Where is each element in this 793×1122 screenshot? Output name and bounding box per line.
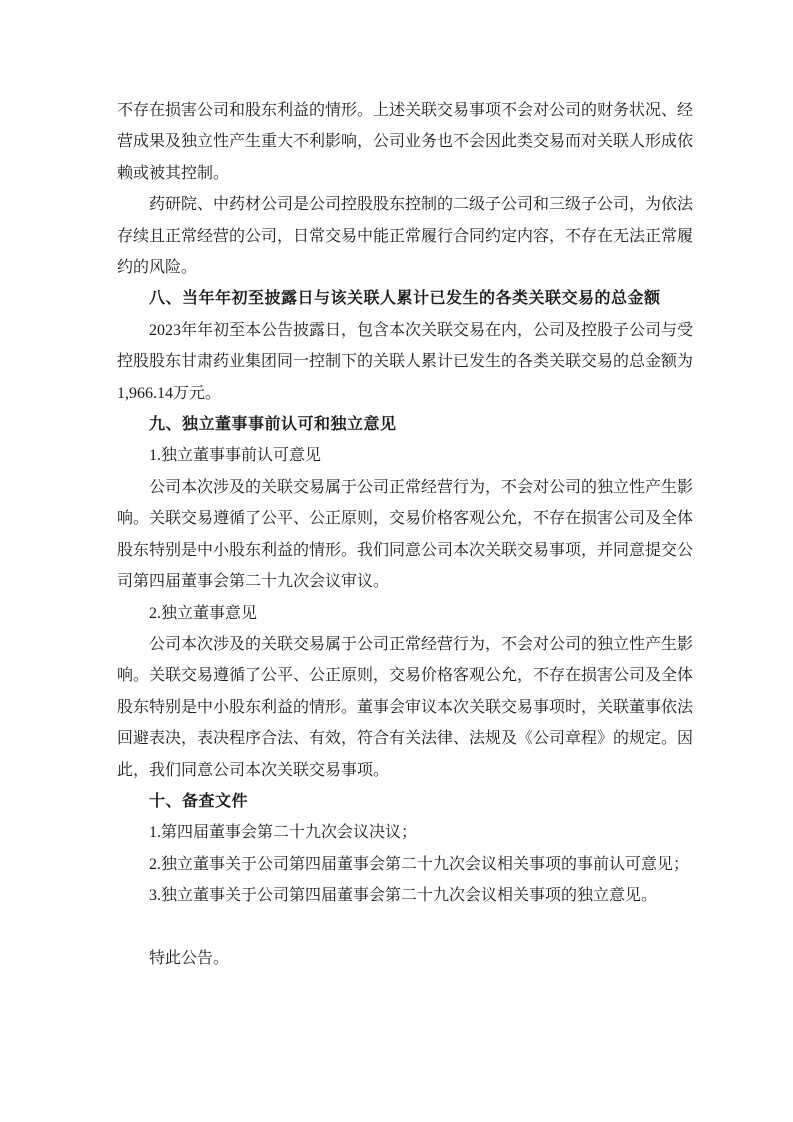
list-item-prior-approval-document: 2.独立董事关于公司第四届董事会第二十九次会议相关事项的事前认可意见； [149, 855, 690, 873]
paragraph-independent-opinion: 公司本次涉及的关联交易属于公司正常经营行为，不会对公司的独立性产生影响。关联交易遵循了公平、公正原则，交易价格客观公允，不存在损害公司及全体股东特别是中小股东利益的情形。董事会审议本次关联交易事项时，关联董事依法回避表决，表决程序合法、有效，符合有关法律、法规及《公司章程》的规定。因此，我们同意公司本次关联交易事项。 [117, 635, 694, 779]
closing-announcement: 特此公告。 [149, 949, 230, 967]
heading-section-8: 八、当年年初至披露日与该关联人累计已发生的各类关联交易的总金额 [149, 290, 661, 308]
heading-section-9: 九、独立董事事前认可和独立意见 [149, 416, 397, 434]
paragraph-counterparty-status: 药研院、中药材公司是公司控股股东控制的二级子公司和三级子公司，为依法存续且正常经营的公司，日常交易中能正常履行合同约定内容，不存在无法正常履约的风险。 [117, 196, 694, 277]
paragraph-ytd-transaction-amount: 2023年年初至本公告披露日，包含本次关联交易在内，公司及控股子公司与受控股股东甘肃药业集团同一控制下的关联人累计已发生的各类关联交易的总金额为1,966.14万元。 [117, 321, 694, 402]
list-item-independent-opinion-document: 3.独立董事关于公司第四届董事会第二十九次会议相关事项的独立意见。 [149, 887, 658, 905]
list-item-board-resolution: 1.第四届董事会第二十九次会议决议； [149, 824, 418, 842]
heading-section-10: 十、备查文件 [149, 792, 249, 810]
paragraph-risk-continuation: 不存在损害公司和股东利益的情形。上述关联交易事项不会对公司的财务状况、经营成果及独立性产生重大不利影响，公司业务也不会因此类交易而对关联人形成依赖或被其控制。 [117, 102, 694, 182]
paragraph-prior-approval-opinion: 公司本次涉及的关联交易属于公司正常经营行为，不会对公司的独立性产生影响。关联交易遵循了公平、公正原则，交易价格客观公允，不存在损害公司及全体股东特别是中小股东利益的情形。我们同意公司本次关联交易事项，并同意提交公司第四届董事会第二十九次会议审议。 [117, 478, 694, 591]
subheading-prior-approval: 1.独立董事事前认可意见 [149, 447, 322, 465]
subheading-independent-opinion: 2.独立董事意见 [149, 604, 258, 622]
